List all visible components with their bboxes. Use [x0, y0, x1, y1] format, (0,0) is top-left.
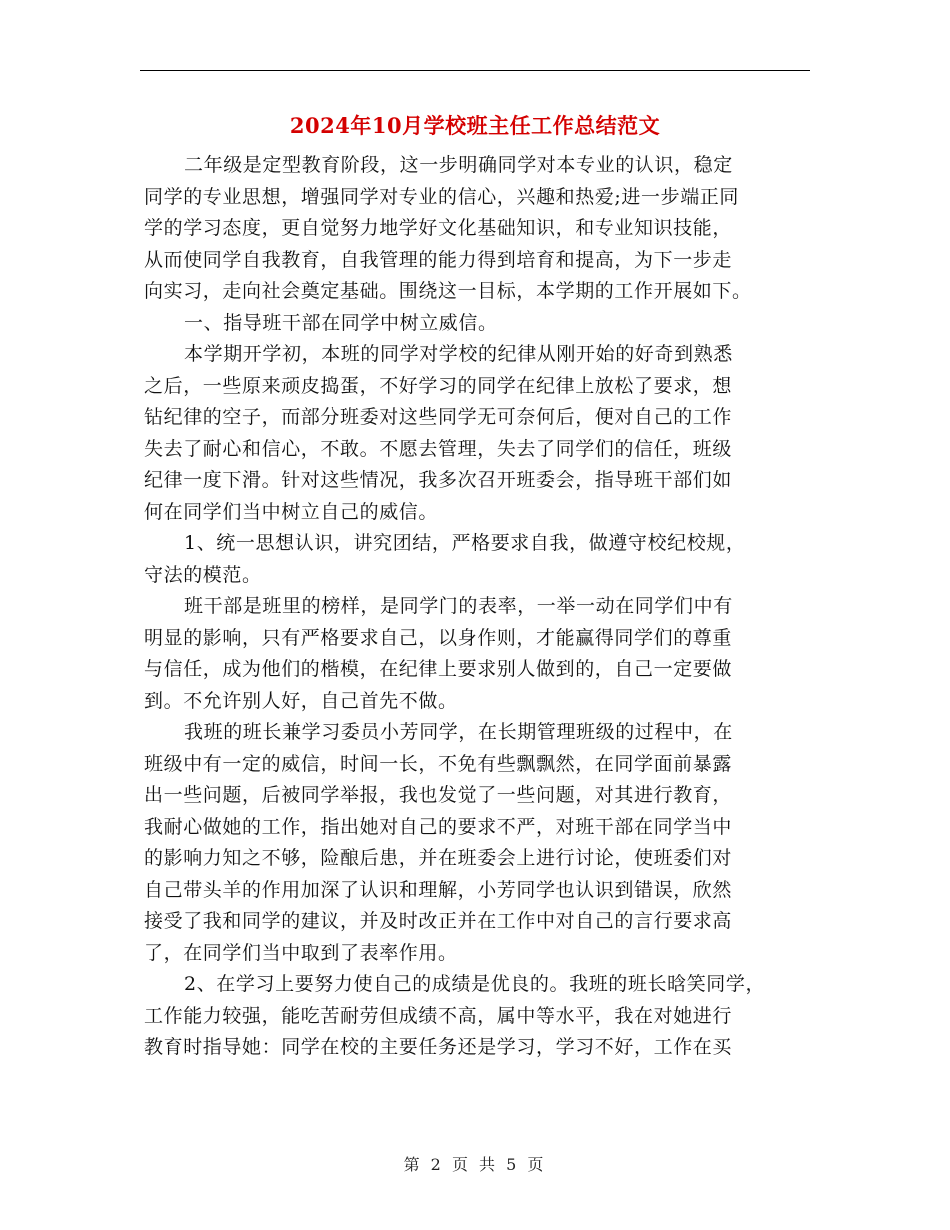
text-line: 同学的专业思想，增强同学对专业的信心，兴趣和热爱;进一步端正同: [144, 185, 740, 208]
text-line: 何在同学们当中树立自己的威信。: [144, 500, 439, 523]
text-line: 教育时指导她：同学在校的主要任务还是学习，学习不好，工作在买: [144, 1036, 733, 1058]
text-line: 失去了耐心和信心，不敢。不愿去管理，失去了同学们的信任，班级: [144, 437, 733, 460]
text-line: 工作能力较强，能吃苦耐劳但成绩不高，属中等水平，我在对她进行: [144, 1004, 733, 1027]
text-line: 了，在同学们当中取到了表率作用。: [144, 941, 458, 964]
text-line: 二年级是定型教育阶段，这一步明确同学对本专业的认识，稳定: [184, 154, 733, 176]
text-line: 明显的影响，只有严格要求自己，以身作则，才能赢得同学们的尊重: [144, 626, 733, 649]
text-line: 本学期开学初，本班的同学对学校的纪律从刚开始的好奇到熟悉: [184, 343, 733, 365]
text-line: 钻纪律的空子，而部分班委对这些同学无可奈何后，便对自己的工作: [144, 406, 733, 428]
text-line: 纪律一度下滑。针对这些情况，我多次召开班委会，指导班干部们如: [144, 469, 733, 491]
text-line: 守法的模范。: [144, 563, 262, 586]
document-body: [144, 150, 824, 1064]
text-line: 班干部是班里的榜样，是同学门的表率，一举一动在同学们中有: [184, 595, 733, 617]
text-line: 班级中有一定的威信，时间一长，不免有些飘飘然，在同学面前暴露: [144, 752, 733, 775]
text-line: 我班的班长兼学习委员小芳同学，在长期管理班级的过程中，在: [184, 721, 733, 743]
text-line: 1、统一思想认识，讲究团结，严格要求自我，做遵守校纪校规，: [184, 532, 746, 554]
text-line: 一、指导班干部在同学中树立威信。: [184, 311, 498, 334]
header-rule: [140, 70, 810, 71]
text-line: 向实习，走向社会奠定基础。围绕这一目标，本学期的工作开展如下。: [144, 280, 752, 302]
text-line: 2、在学习上要努力使自己的成绩是优良的。我班的班长晗笑同学，: [184, 973, 766, 995]
document-title: 2024年10月学校班主任工作总结范文: [289, 113, 661, 138]
text-line: 自己带头羊的作用加深了认识和理解，小芳同学也认识到错误，欣然: [144, 878, 733, 901]
text-line: 与信任，成为他们的楷模，在纪律上要求别人做到的，自己一定要做: [144, 658, 733, 680]
text-line: 接受了我和同学的建议，并及时改正并在工作中对自己的言行要求高: [144, 910, 733, 932]
text-line: 出一些问题，后被同学举报，我也发觉了一些问题，对其进行教育，: [144, 784, 733, 806]
text-line: 学的学习态度，更自觉努力地学好文化基础知识，和专业知识技能，: [144, 217, 733, 239]
text-line: 我耐心做她的工作，指出她对自己的要求不严，对班干部在同学当中: [144, 815, 733, 838]
text-line: 从而使同学自我教育，自我管理的能力得到培育和提高，为下一步走: [144, 248, 733, 271]
page-number-footer: 第 2 页 共 5 页: [403, 1155, 547, 1174]
text-line: 之后，一些原来顽皮捣蛋，不好学习的同学在纪律上放松了要求，想: [144, 374, 733, 397]
text-line: 到。不允许别人好，自己首先不做。: [144, 689, 458, 712]
text-line: 的影响力知之不够，险酿后患，并在班委会上进行讨论，使班委们对: [144, 847, 733, 869]
